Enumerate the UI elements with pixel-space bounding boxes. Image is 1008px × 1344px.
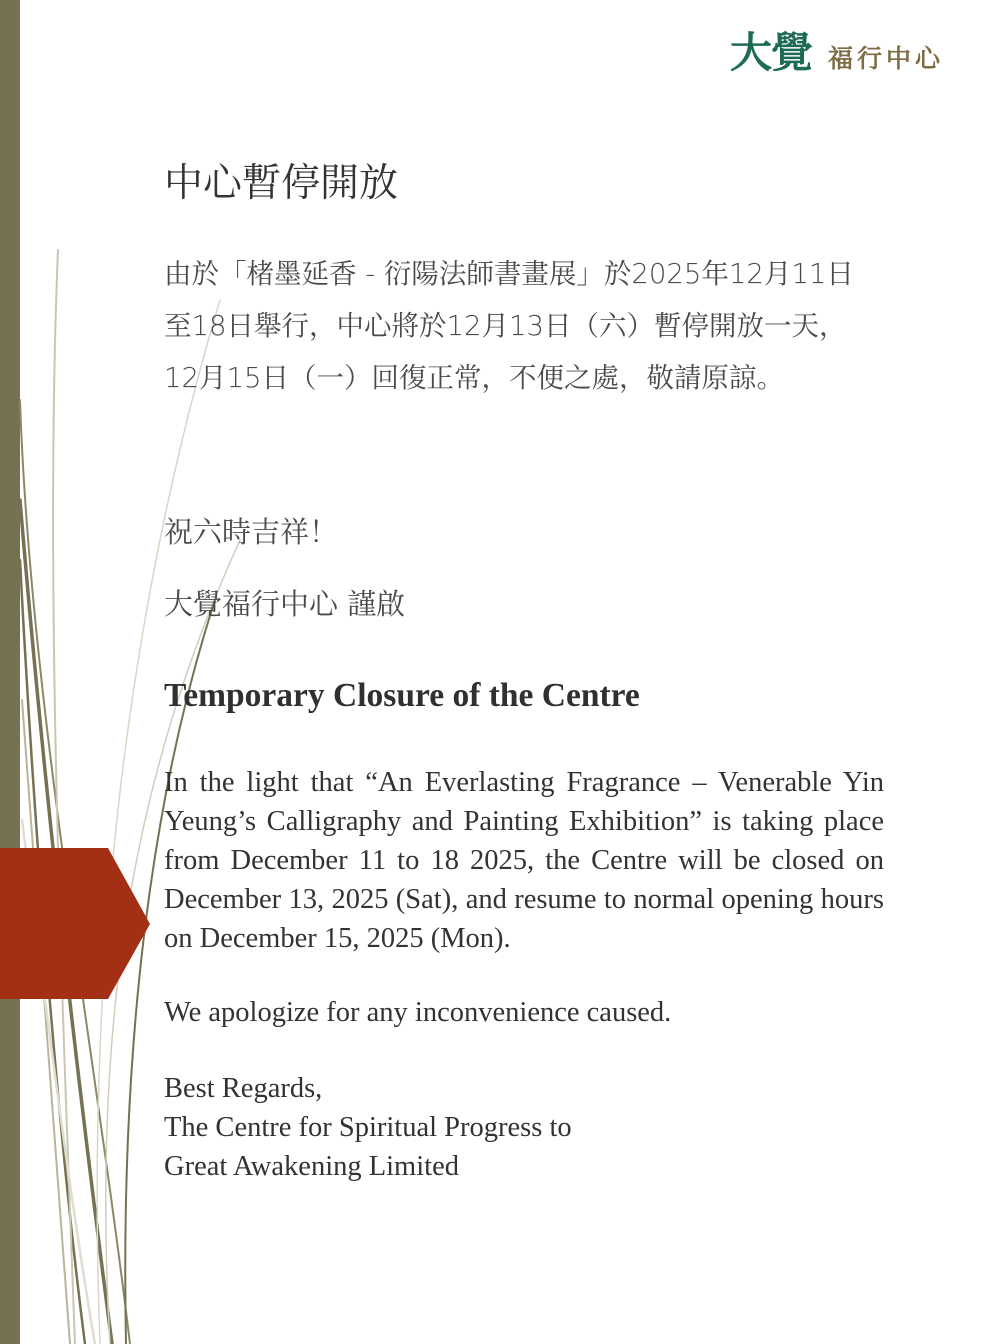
english-body: In the light that “An Everlasting Fragrance – Venerable Yin Yeung’s Calligraphy and Painting Exhibition” is taking place from December 11 to 18 2025, the Centre will be closed on December 13, 2025 (Sat), and resume to normal opening hours on December 15, 2025 (Mon).	[164, 767, 884, 954]
english-org-line-1: The Centre for Spiritual Progress to	[164, 1112, 572, 1143]
chinese-body: 由於「楮墨延香 - 衍陽法師書畫展」於2025年12月11日至18日舉行，中心將於12月13日（六）暫停開放一天，12月15日（一）回復正常，不便之處，敬請原諒。	[164, 258, 854, 394]
chinese-signature: 大覺福行中心 謹啟	[164, 587, 406, 621]
english-title: Temporary Closure of the Centre	[164, 677, 640, 714]
grass-line	[53, 250, 75, 1344]
chinese-title: 中心暫停開放	[164, 161, 399, 206]
logo-main-text: 大覺	[730, 28, 813, 77]
english-regards: Best Regards,	[164, 1073, 323, 1104]
left-side-bar	[0, 0, 20, 1344]
grass-line	[22, 820, 95, 1344]
grass-line	[20, 500, 112, 1344]
red-pentagon-tab	[0, 848, 150, 999]
logo-sub-text: 福行中心	[828, 44, 945, 73]
english-apology: We apologize for any inconvenience caused.	[164, 997, 672, 1028]
grass-line	[20, 560, 85, 1344]
chinese-wish: 祝六時吉祥！	[164, 515, 339, 549]
grass-line	[20, 400, 130, 1344]
english-org-line-2: Great Awakening Limited	[164, 1151, 459, 1182]
english-regards-block	[164, 1069, 884, 1186]
logo	[730, 28, 960, 84]
grass-line	[22, 700, 70, 1344]
